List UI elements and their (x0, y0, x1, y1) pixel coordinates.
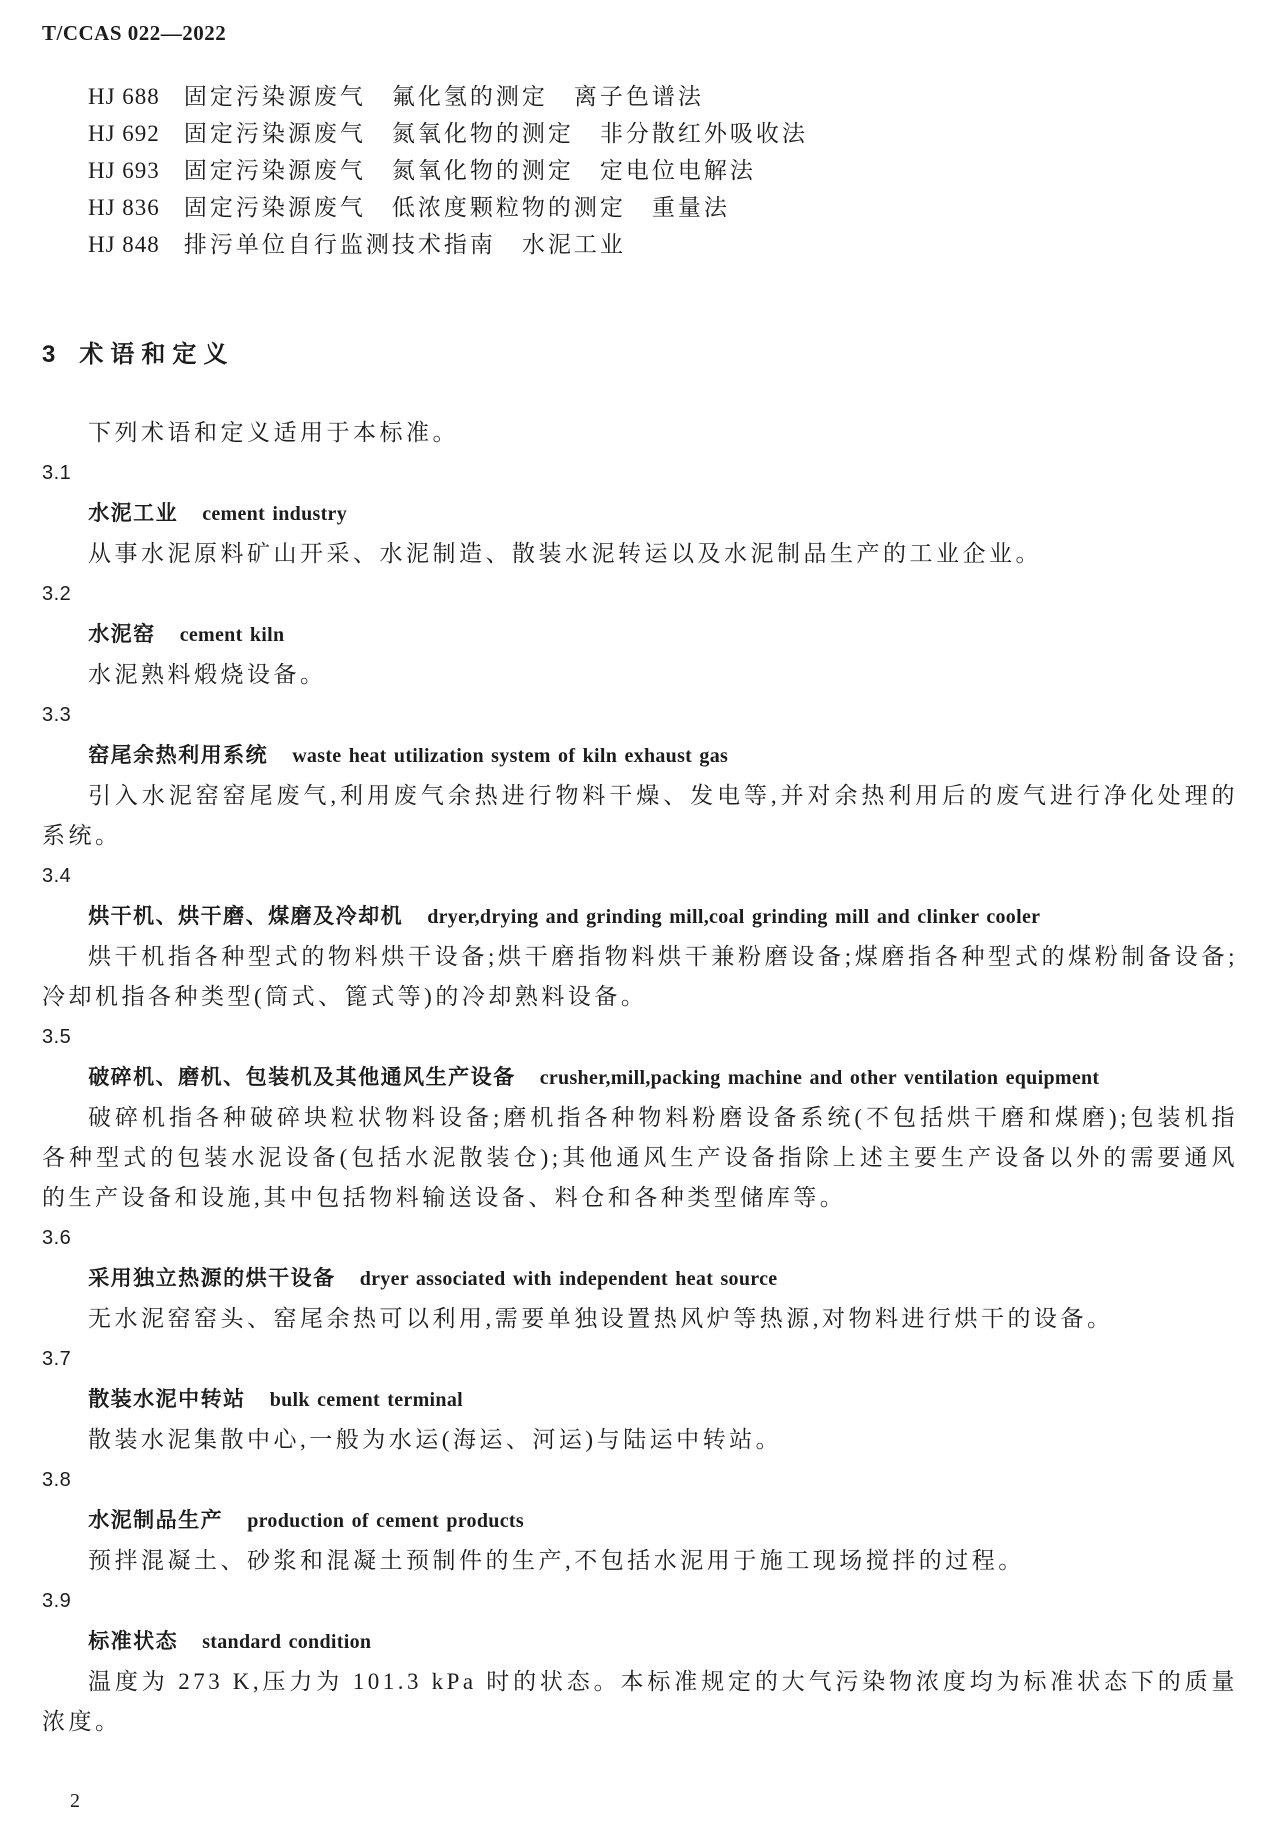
term-zh: 水泥窑 (88, 623, 156, 646)
term-definition: 引入水泥窑窑尾废气,利用废气余热进行物料干燥、发电等,并对余热利用后的废气进行净化处理的系统。 (42, 783, 1238, 848)
term-block-3-4 (42, 856, 1238, 1017)
term-definition: 破碎机指各种破碎块粒状物料设备;磨机指各种物料粉磨设备系统(不包括烘干磨和煤磨);包装机指各种型式的包装水泥设备(包括水泥散装仓);其他通风生产设备指除上述主要生产设备以外的需要通风的生产设备和设施,其中包括物料输送设备、料仓和各种类型储库等。 (42, 1105, 1238, 1210)
reference-text: 固定污染源废气 (183, 84, 366, 109)
term-number: 3.5 (42, 1026, 72, 1048)
term-block-3-9 (42, 1581, 1238, 1742)
term-zh: 破碎机、磨机、包装机及其他通风生产设备 (88, 1066, 516, 1089)
term-zh: 烘干机、烘干磨、煤磨及冷却机 (88, 905, 404, 928)
term-block-3-5 (42, 1017, 1238, 1218)
reference-text: 氮氧化物的测定 (391, 158, 574, 183)
term-en: cement kiln (179, 624, 285, 646)
term-title (42, 493, 1238, 534)
section-number: 3 (42, 341, 56, 368)
term-number: 3.1 (42, 462, 72, 484)
term-definition: 水泥熟料煅烧设备。 (88, 662, 327, 687)
term-zh: 窑尾余热利用系统 (88, 744, 269, 767)
section-intro: 下列术语和定义适用于本标准。 (88, 420, 459, 445)
section-heading (42, 337, 1238, 373)
page-number: 2 (70, 1790, 80, 1812)
term-block-3-8 (42, 1460, 1238, 1581)
term-definition: 预拌混凝土、砂浆和混凝土预制件的生产,不包括水泥用于施工现场搅拌的过程。 (88, 1548, 1025, 1573)
term-zh: 采用独立热源的烘干设备 (88, 1267, 336, 1290)
term-block-3-1 (42, 453, 1238, 574)
term-en: crusher,mill,packing machine and other ventilation equipment (539, 1067, 1100, 1089)
term-title (42, 896, 1238, 937)
reference-code: HJ 848 (88, 232, 160, 257)
term-title (42, 735, 1238, 776)
reference-text: 固定污染源废气 (183, 195, 366, 220)
term-definition: 烘干机指各种型式的物料烘干设备;烘干磨指物料烘干兼粉磨设备;煤磨指各种型式的煤粉制备设备;冷却机指各种类型(筒式、篦式等)的冷却熟料设备。 (42, 944, 1238, 1009)
term-definition: 从事水泥原料矿山开采、水泥制造、散装水泥转运以及水泥制品生产的工业企业。 (88, 541, 1042, 566)
references-list (42, 78, 1238, 263)
term-number: 3.3 (42, 704, 72, 726)
term-definition: 散装水泥集散中心,一般为水运(海运、河运)与陆运中转站。 (88, 1427, 783, 1452)
term-title (42, 614, 1238, 655)
term-title (42, 1621, 1238, 1662)
terms-list (42, 453, 1238, 1742)
term-definition: 温度为 273 K,压力为 101.3 kPa 时的状态。本标准规定的大气污染物浓度均为标准状态下的质量浓度。 (42, 1669, 1238, 1734)
reference-text: 氟化氢的测定 (391, 84, 548, 109)
term-zh: 水泥制品生产 (88, 1509, 224, 1532)
term-number: 3.7 (42, 1348, 72, 1370)
reference-code: HJ 688 (88, 84, 160, 109)
standard-code-header: T/CCAS 022—2022 (42, 21, 227, 45)
term-zh: 标准状态 (88, 1630, 179, 1653)
term-title (42, 1258, 1238, 1299)
reference-text: 重量法 (651, 195, 730, 220)
reference-text: 水泥工业 (521, 232, 626, 257)
reference-text: 固定污染源废气 (183, 158, 366, 183)
reference-item (42, 78, 1238, 115)
term-number: 3.8 (42, 1469, 72, 1491)
term-en: standard condition (202, 1631, 372, 1653)
reference-code: HJ 693 (88, 158, 160, 183)
term-number: 3.4 (42, 865, 72, 887)
term-number: 3.2 (42, 583, 72, 605)
term-en: waste heat utilization system of kiln exhaust gas (292, 745, 729, 767)
term-number: 3.9 (42, 1590, 72, 1612)
reference-item (42, 226, 1238, 263)
term-en: dryer associated with independent heat source (359, 1268, 778, 1290)
reference-item (42, 152, 1238, 189)
term-block-3-3 (42, 695, 1238, 856)
term-en: cement industry (202, 503, 348, 525)
reference-text: 定电位电解法 (599, 158, 756, 183)
term-zh: 散装水泥中转站 (88, 1388, 246, 1411)
term-en: bulk cement terminal (269, 1389, 463, 1411)
reference-code: HJ 692 (88, 121, 160, 146)
reference-text: 离子色谱法 (573, 84, 704, 109)
term-number: 3.6 (42, 1227, 72, 1249)
reference-text: 排污单位自行监测技术指南 (183, 232, 496, 257)
section-title: 术语和定义 (79, 341, 235, 368)
reference-text: 固定污染源废气 (183, 121, 366, 146)
term-block-3-2 (42, 574, 1238, 695)
reference-text: 非分散红外吸收法 (599, 121, 808, 146)
reference-item (42, 189, 1238, 226)
reference-text: 氮氧化物的测定 (391, 121, 574, 146)
reference-item (42, 115, 1238, 152)
term-block-3-6 (42, 1218, 1238, 1339)
term-definition: 无水泥窑窑头、窑尾余热可以利用,需要单独设置热风炉等热源,对物料进行烘干的设备。 (88, 1306, 1114, 1331)
term-block-3-7 (42, 1339, 1238, 1460)
term-en: dryer,drying and grinding mill,coal grinding mill and clinker cooler (427, 906, 1041, 928)
term-zh: 水泥工业 (88, 502, 179, 525)
reference-text: 低浓度颗粒物的测定 (391, 195, 626, 220)
term-title (42, 1057, 1238, 1098)
term-en: production of cement products (247, 1510, 524, 1532)
term-title (42, 1379, 1238, 1420)
term-title (42, 1500, 1238, 1541)
reference-code: HJ 836 (88, 195, 160, 220)
